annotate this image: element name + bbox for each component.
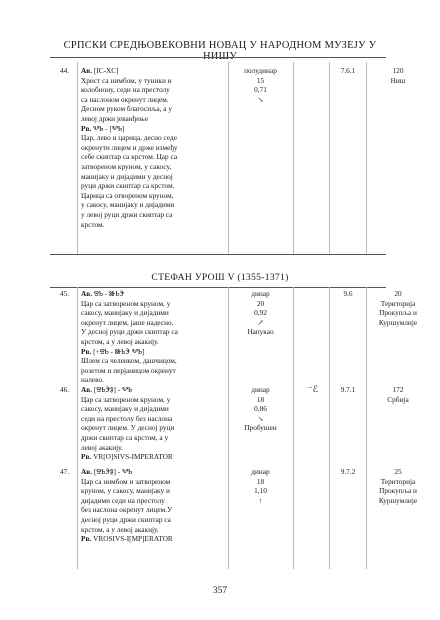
- obverse-text-line: без наслона окренут лицем.У: [81, 505, 173, 515]
- column-divider: [293, 62, 294, 254]
- obverse-text-line: сакосу, манијаку и дијадими: [81, 308, 169, 318]
- reverse-text-line: у сакосу, манијаку и дијадими: [81, 200, 175, 210]
- obverse-label: Ав.: [81, 289, 93, 298]
- obverse-legend: [IC-XC]: [93, 66, 119, 75]
- column-divider: [366, 287, 367, 569]
- table-block-main: [50, 287, 418, 569]
- table-block-top: [50, 62, 406, 254]
- denomination-line: динар: [251, 385, 270, 394]
- obverse-legend: [ⰔⰓⰅⰑ] - ⰂⰓ: [93, 467, 133, 476]
- provenance-line: Прокупља и: [379, 486, 417, 496]
- coin-description: [81, 467, 227, 544]
- coin-description: [81, 385, 227, 462]
- denomination-line: ↗: [257, 317, 264, 327]
- reverse-text-line: Шлем са челенком, дашчицом,: [81, 356, 177, 366]
- obverse-text-line: У десној руци држи скиптар са: [81, 327, 178, 337]
- denomination-weight: [228, 289, 293, 337]
- obverse-text-line: држи скиптар са крстом, а у: [81, 432, 169, 442]
- reverse-heading: [81, 452, 227, 462]
- obverse-text-line: левој држи јеванђење: [81, 113, 148, 123]
- provenance-line: Територија: [380, 298, 416, 308]
- denomination-line: 0,86: [254, 404, 267, 414]
- obverse-heading: [81, 385, 227, 395]
- denomination-line: 20: [256, 298, 265, 308]
- catalog-number: 9.7.2: [340, 467, 356, 476]
- entry-number: 45.: [60, 289, 70, 298]
- mint-mark: ⁻ℰ: [307, 384, 319, 394]
- reverse-text-line: у левој руци држи скиптар са: [81, 209, 173, 219]
- denomination-line: ↘: [257, 413, 264, 423]
- denomination-line: ↑: [258, 495, 263, 505]
- obverse-text-line: крстом, а у левој акакију.: [81, 524, 159, 534]
- reverse-text-line: розетом и перјаницом окренут: [81, 365, 176, 375]
- reverse-text-line: руци држи скиптар са крстом.: [81, 181, 175, 191]
- entry-number: 46.: [60, 385, 70, 394]
- provenance-line: 25: [394, 467, 402, 476]
- provenance-line: Ниш: [390, 75, 406, 85]
- denomination-weight: [228, 66, 293, 104]
- obverse-text-line: колобиону, седи на престолу: [81, 85, 170, 95]
- denomination-line: 0,71: [254, 85, 267, 95]
- reverse-legend: VR[O]SIVS-IMPERATOR: [93, 452, 173, 462]
- obverse-legend: ⰔⰓ - ⰖⰓⰅ: [93, 289, 125, 298]
- page-number: 357: [212, 585, 228, 596]
- obverse-text-line: Десном руком благосиља, а у: [81, 104, 173, 114]
- catalog-number: 9.7.1: [340, 385, 356, 394]
- obverse-text-line: Цар са нимбом и затвореном: [81, 476, 171, 486]
- denomination-line: 15: [256, 75, 265, 85]
- reverse-text-line: налево.: [81, 375, 104, 385]
- provenance-line: Прокупља и: [379, 308, 417, 318]
- reverse-legend: VROSIVS-I[MP]ERATOR: [93, 534, 173, 544]
- denomination-line: полудинар: [244, 66, 277, 75]
- reverse-text-line: затвореном круном, у сакосу,: [81, 161, 172, 171]
- running-header: СРПСКИ СРЕДЊОВЕКОВНИ НОВАЦ У НАРОДНОМ МУЗЕЈУ У НИШУ: [63, 40, 377, 62]
- obverse-heading: [81, 289, 227, 299]
- entry-number: 47.: [60, 467, 70, 476]
- denomination-line: Напукао: [247, 327, 274, 337]
- obverse-text-line: окренут лицем, јаше надесно.: [81, 317, 174, 327]
- obverse-text-line: круном, у сакосу, манијаку и: [81, 486, 170, 496]
- header-rule: [50, 57, 386, 58]
- column-divider: [77, 62, 78, 254]
- reverse-label: Рв.: [81, 534, 92, 544]
- reverse-label: Рв.: [81, 346, 92, 356]
- obverse-text-line: десној руци држи скиптар са: [81, 514, 171, 524]
- denomination-line: 18: [256, 476, 265, 486]
- reverse-text-line: себе скиптар са крстом. Цар са: [81, 152, 178, 162]
- obverse-text-line: крстом, а у левој акакију.: [81, 336, 159, 346]
- denomination-line: динар: [251, 467, 270, 476]
- obverse-text-line: левој акакију.: [81, 442, 123, 452]
- column-divider: [77, 287, 78, 569]
- reverse-label: Рв.: [81, 123, 92, 133]
- coin-description: [81, 66, 227, 229]
- inventory-provenance: [368, 385, 428, 404]
- entry-number: 44.: [60, 66, 70, 75]
- denomination-weight: [228, 385, 293, 433]
- catalog-number: 7.6.1: [340, 66, 356, 75]
- provenance-line: Куршумлије: [378, 317, 418, 327]
- obverse-heading: [81, 467, 227, 477]
- column-divider: [329, 287, 330, 569]
- reverse-heading: [81, 124, 227, 134]
- denomination-line: ↘: [257, 94, 264, 104]
- provenance-line: Територија: [380, 476, 416, 486]
- obverse-heading: [81, 66, 227, 76]
- column-divider: [366, 62, 367, 254]
- obverse-legend: [ⰔⰓⰅⰑ] - ⰂⰓ: [93, 385, 133, 394]
- provenance-line: 120: [392, 66, 404, 75]
- reverse-heading: [81, 347, 227, 357]
- inventory-provenance: [368, 66, 428, 85]
- reverse-heading: [81, 534, 227, 544]
- table-rule: [50, 254, 386, 255]
- inventory-provenance: [368, 467, 428, 505]
- obverse-text-line: Цар са затвореном круном, у: [81, 394, 171, 404]
- provenance-line: 20: [394, 289, 402, 298]
- obverse-text-line: дијадими седи на престолу: [81, 495, 165, 505]
- denomination-line: 18: [256, 394, 265, 404]
- reverse-text-line: Цар, лево и царица, десно седе: [81, 133, 177, 143]
- inventory-provenance: [368, 289, 428, 327]
- reverse-legend: ⰂⰓ - [ⰂⰓ]: [93, 123, 125, 133]
- obverse-text-line: окренут лицем. У десној руци: [81, 423, 175, 433]
- reverse-label: Рв.: [81, 452, 92, 462]
- obverse-label: Ав.: [81, 385, 93, 394]
- column-divider: [293, 287, 294, 569]
- reverse-text-line: окренути лицем и држе између: [81, 142, 178, 152]
- reverse-text-line: крстом.: [81, 219, 105, 229]
- denomination-line: 1,10: [254, 486, 267, 496]
- provenance-line: 172: [392, 385, 404, 394]
- reverse-legend: [+ⰔⰓ - ⰖⰓⰅ ⰂⰓ]: [93, 346, 145, 356]
- obverse-text-line: са наслоном окренут лицем.: [81, 94, 169, 104]
- obverse-text-line: Христ са нимбом, у туники и: [81, 75, 172, 85]
- section-title: СТЕФАН УРОШ V (1355-1371): [151, 272, 289, 283]
- denomination-line: Пробушен: [244, 423, 277, 433]
- denomination-weight: [228, 467, 293, 505]
- coin-description: [81, 289, 227, 385]
- obverse-label: Ав.: [81, 467, 93, 476]
- reverse-text-line: манијаку и дијадими у десној: [81, 171, 173, 181]
- obverse-label: Ав.: [81, 66, 93, 75]
- obverse-text-line: Цар са затвореном круном, у: [81, 298, 171, 308]
- denomination-line: динар: [251, 289, 270, 298]
- provenance-line: Србија: [387, 394, 409, 404]
- reverse-text-line: Царица са отвореном круном,: [81, 190, 174, 200]
- column-divider: [329, 62, 330, 254]
- denomination-line: 0,92: [254, 308, 267, 318]
- obverse-text-line: сакосу, манијаку и дијадими: [81, 404, 169, 414]
- obverse-text-line: седи на престолу без наслона: [81, 413, 173, 423]
- catalog-number: 9.6: [343, 289, 353, 298]
- provenance-line: Куршумлије: [378, 495, 418, 505]
